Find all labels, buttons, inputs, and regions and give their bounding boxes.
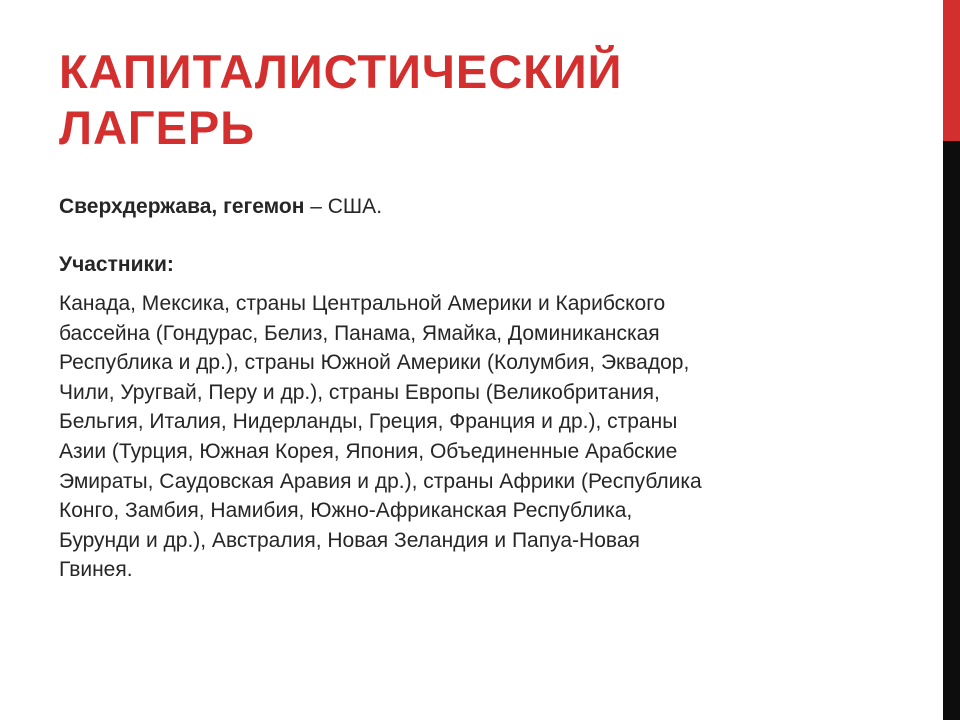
participants-line: Гвинея.: [59, 558, 133, 582]
superpower-value: – США.: [304, 195, 383, 218]
participants-text: [59, 289, 889, 585]
slide-title-line: КАПИТАЛИСТИЧЕСКИЙ: [59, 45, 623, 98]
participants-line: Чили, Уругвай, Перу и др.), страны Европы (Великобритания,: [59, 380, 660, 404]
participants-heading: [59, 251, 899, 279]
participants-line: Бельгия, Италия, Нидерланды, Греция, Франция и др.), страны: [59, 410, 678, 434]
participants-line: бассейна (Гондурас, Белиз, Панама, Ямайка, Доминиканская: [59, 321, 660, 345]
side-decoration-accent: [943, 0, 960, 141]
slide-title-line: ЛАГЕРЬ: [59, 101, 256, 154]
participants-line: Азии (Турция, Южная Корея, Япония, Объединенные Арабские: [59, 439, 678, 463]
superpower-label: Сверхдержава, гегемон: [59, 195, 305, 218]
participants-line: Бурунди и др.), Австралия, Новая Зеландия и Папуа-Новая: [59, 528, 640, 552]
slide-body: [59, 193, 899, 585]
participants-line: Конго, Замбия, Намибия, Южно-Африканская Республика,: [59, 499, 633, 523]
participants-label: Участники:: [59, 253, 174, 276]
superpower-line: [59, 193, 899, 221]
participants-line: Эмираты, Саудовская Аравия и др.), страны Африки (Республика: [59, 469, 702, 493]
slide-title: [59, 44, 899, 156]
side-decoration-bar: [943, 0, 960, 720]
participants-line: Республика и др.), страны Южной Америки (Колумбия, Эквадор,: [59, 351, 690, 375]
participants-line: Канада, Мексика, страны Центральной Америки и Карибского: [59, 292, 666, 315]
